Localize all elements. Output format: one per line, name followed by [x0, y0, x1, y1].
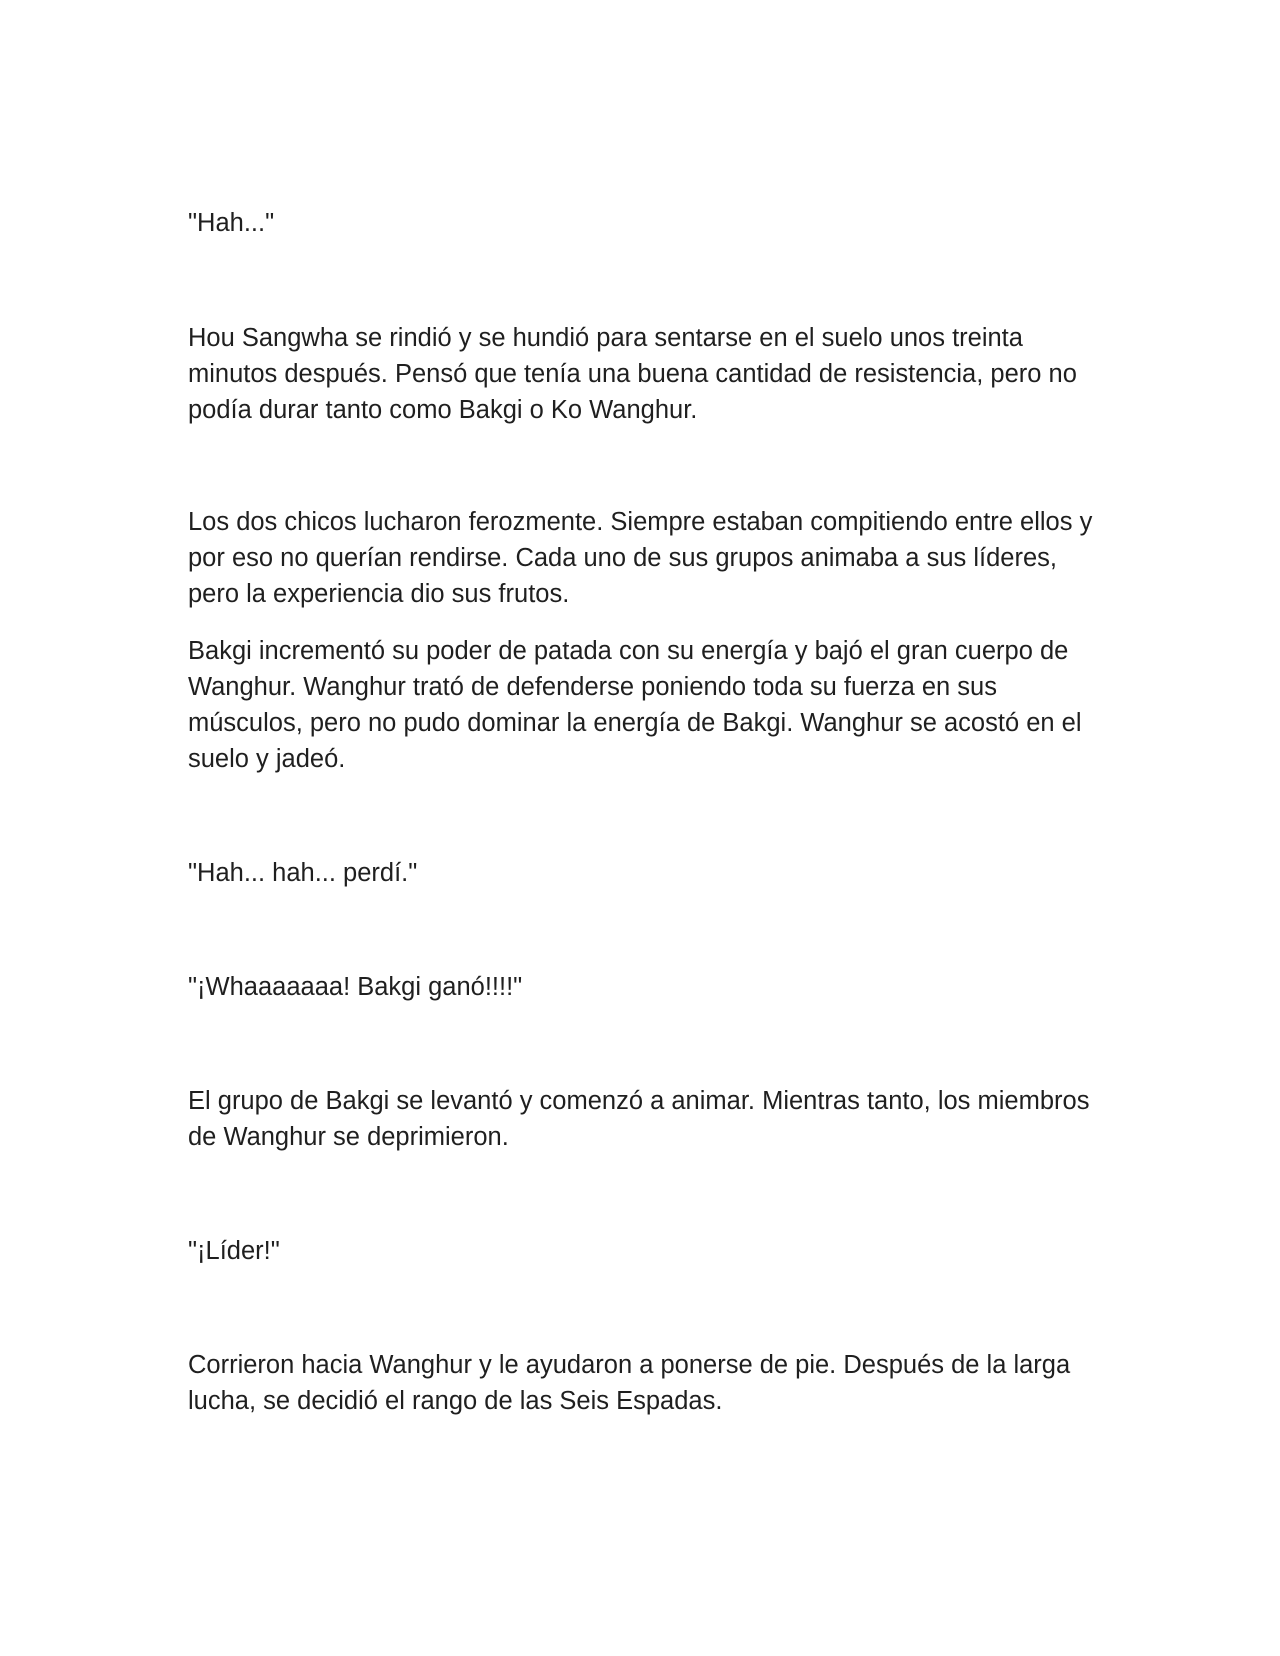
paragraph-ranking: Corrieron hacia Wanghur y le ayudaron a ponerse de pie. Después de la larga lucha, se decidió el rango de las Seis Espadas.	[188, 1351, 1071, 1415]
paragraph-hou-sangwha: Hou Sangwha se rindió y se hundió para sentarse en el suelo unos treinta minutos después. Pensó que tenía una buena cantidad de resistencia, pero no podía durar tanto como Bakgi o Ko Wanghur.	[188, 324, 1077, 424]
paragraph-bakgi-kick: Bakgi incrementó su poder de patada con su energía y bajó el gran cuerpo de Wanghur. Wanghur trató de defenderse poniendo toda su fuerza en sus músculos, pero no pudo dominar la energía de Bakgi. Wanghur se acostó en el suelo y jadeó.	[188, 637, 1082, 773]
paragraph-fight: Los dos chicos lucharon ferozmente. Siempre estaban compitiendo entre ellos y por eso no querían rendirse. Cada uno de sus grupos animaba a sus líderes, pero la experiencia dio sus frutos.	[188, 508, 1093, 608]
paragraph-dialogue-hah: "Hah..."	[188, 209, 275, 237]
paragraph-dialogue-perdi: "Hah... hah... perdí."	[188, 859, 418, 887]
paragraph-dialogue-bakgi-gano: "¡Whaaaaaaa! Bakgi ganó!!!!"	[188, 973, 523, 1001]
paragraph-group-cheer: El grupo de Bakgi se levantó y comenzó a animar. Mientras tanto, los miembros de Wanghur se deprimieron.	[188, 1087, 1090, 1151]
paragraph-dialogue-lider: "¡Líder!"	[188, 1237, 280, 1265]
